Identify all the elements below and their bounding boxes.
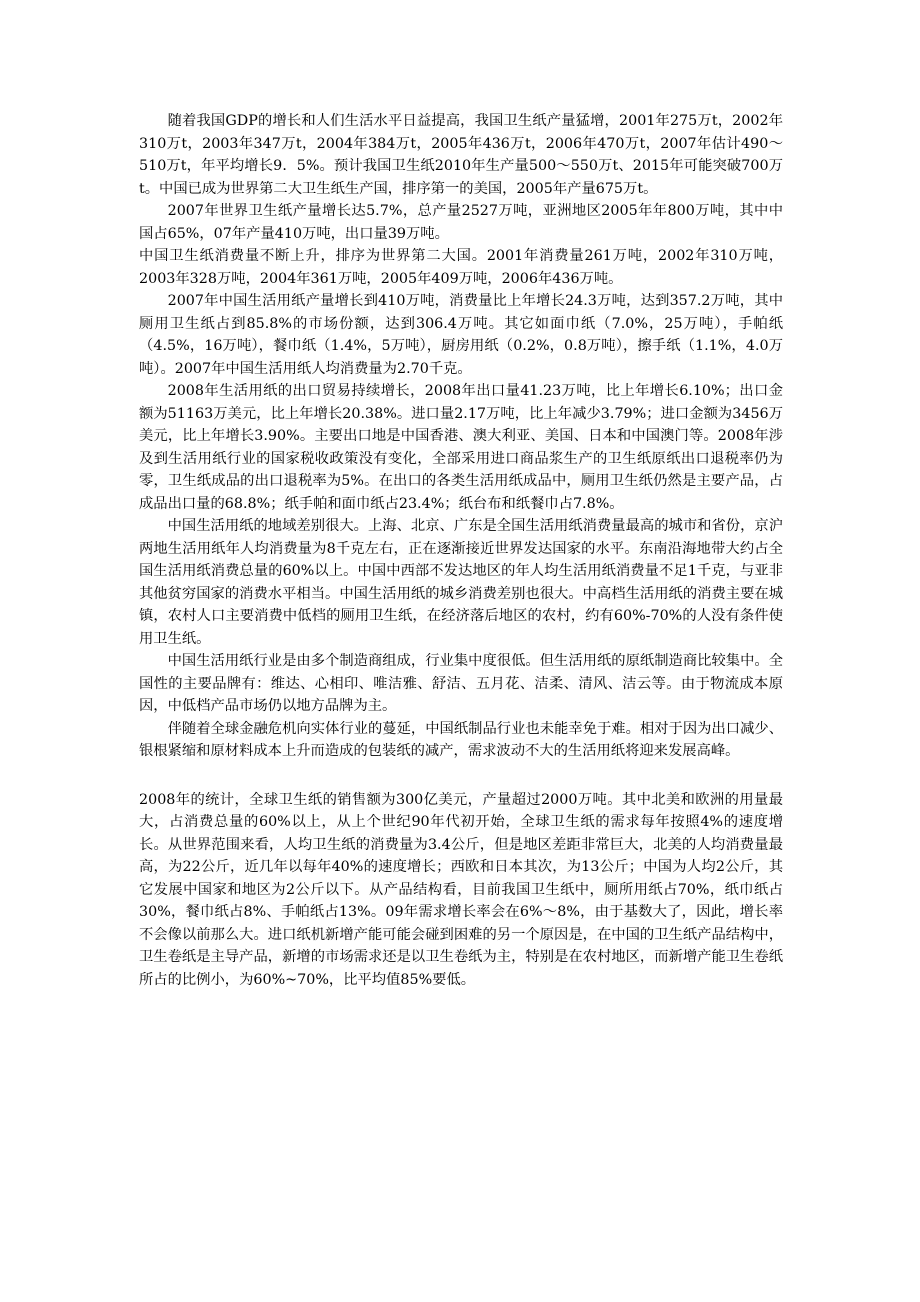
paragraph-export-2008: 2008年生活用纸的出口贸易持续增长，2008年出口量41.23万吨，比上年增长6.10%；出口金额为51163万美元，比上年增长20.38%。进口量2.17万吨，比上年减少3.79%；进口金额为3456万美元，比上年增长3.90%。主要出口地是中国香港、澳大利亚、美国、日本和中国澳门等。2008年涉及到生活用纸行业的国家税收政策没有变化，全部采用进口商品浆生产的卫生纸原纸出口退税率仍为零，卫生纸成品的出口退税率为5%。在出口的各类生活用纸成品中，厕用卫生纸仍然是主要产品，占成品出口量的68.8%；纸手帕和面巾纸占23.4%；纸台布和纸餐巾占7.8%。 bbox=[139, 383, 783, 512]
paragraph-financial-crisis: 伴随着全球金融危机向实体行业的蔓延，中国纸制品行业也未能幸免于难。相对于因为出口减少、银根紧缩和原材料成本上升而造成的包装纸的减产，需求波动不大的生活用纸将迎来发展高峰。 bbox=[139, 720, 783, 759]
paragraph-consumption: 中国卫生纸消费量不断上升，排序为世界第二大国。2001年消费量261万吨，2002年310万吨，2003年328万吨，2004年361万吨，2005年409万吨，2006年436万吨。 bbox=[139, 248, 783, 287]
paragraph-industry-brands: 中国生活用纸行业是由多个制造商组成，行业集中度很低。但生活用纸的原纸制造商比较集中。全国性的主要品牌有：维达、心相印、唯洁雅、舒洁、五月花、洁柔、清风、洁云等。由于物流成本原因，中低档产品市场仍以地方品牌为主。 bbox=[139, 653, 783, 714]
paragraph-household-paper-2007: 2007年中国生活用纸产量增长到410万吨，消费量比上年增长24.3万吨，达到357.2万吨，其中厕用卫生纸占到85.8%的市场份额，达到306.4万吨。其它如面巾纸（7.0%，25万吨），手帕纸（4.5%，16万吨），餐巾纸（1.4%，5万吨），厨房用纸（0.2%，0.8万吨），擦手纸（1.1%，4.0万吨）。2007年中国生活用纸人均消费量为2.70千克。 bbox=[139, 293, 783, 377]
paragraph-world-output-2007: 2007年世界卫生纸产量增长达5.7%，总产量2527万吨，亚洲地区2005年年800万吨，其中中国占65%，07年产量410万吨，出口量39万吨。 bbox=[139, 203, 783, 242]
paragraph-global-statistics-2008: 2008年的统计，全球卫生纸的销售额为300亿美元，产量超过2000万吨。其中北美和欧洲的用量最大，占消费总量的60%以上，从上个世纪90年代初开始，全球卫生纸的需求每年按照4%的速度增长。从世界范围来看，人均卫生纸的消费量为3.4公斤，但是地区差距非常巨大，北美的人均消费量最高，为22公斤，近几年以每年40%的速度增长；西欧和日本其次，为13公斤；中国为人均2公斤，其它发展中国家和地区为2公斤以下。从产品结构看，目前我国卫生纸中，厕所用纸占70%，纸巾纸占30%，餐巾纸占8%、手帕纸占13%。09年需求增长率会在6%～8%，由于基数大了，因此，增长率不会像以前那么大。进口纸机新增产能可能会碰到困难的另一个原因是，在中国的卫生纸产品结构中，卫生卷纸是主导产品，新增的市场需求还是以卫生卷纸为主，特别是在农村地区，而新增产能卫生卷纸所占的比例小，为60%~70%，比平均值85%要低。 bbox=[139, 791, 783, 988]
paragraph-regional-differences: 中国生活用纸的地域差别很大。上海、北京、广东是全国生活用纸消费量最高的城市和省份，京沪两地生活用纸年人均消费量为8千克左右，正在逐渐接近世界发达国家的水平。东南沿海地带大约占全国生活用纸消费总量的60%以上。中国中西部不发达地区的年人均生活用纸消费量不足1千克，与亚非其他贫穷国家的消费水平相当。中国生活用纸的城乡消费差别也很大。中高档生活用纸的消费主要在城镇，农村人口主要消费中低档的厕用卫生纸，在经济落后地区的农村，约有60%-70%的人没有条件使用卫生纸。 bbox=[139, 518, 783, 647]
document-body bbox=[139, 110, 783, 991]
paragraph-gap bbox=[139, 763, 783, 789]
paragraph-toilet-paper-output: 随着我国GDP的增长和人们生活水平日益提高，我国卫生纸产量猛增，2001年275万t，2002年310万t，2003年347万t，2004年384万t，2005年436万t，2006年470万t，2007年估计490～510万t，年平均增长9．5%。预计我国卫生纸2010年生产量500～550万t、2015年可能突破700万t。中国已成为世界第二大卫生纸生产国，排序第一的美国，2005年产量675万t。 bbox=[139, 113, 783, 197]
